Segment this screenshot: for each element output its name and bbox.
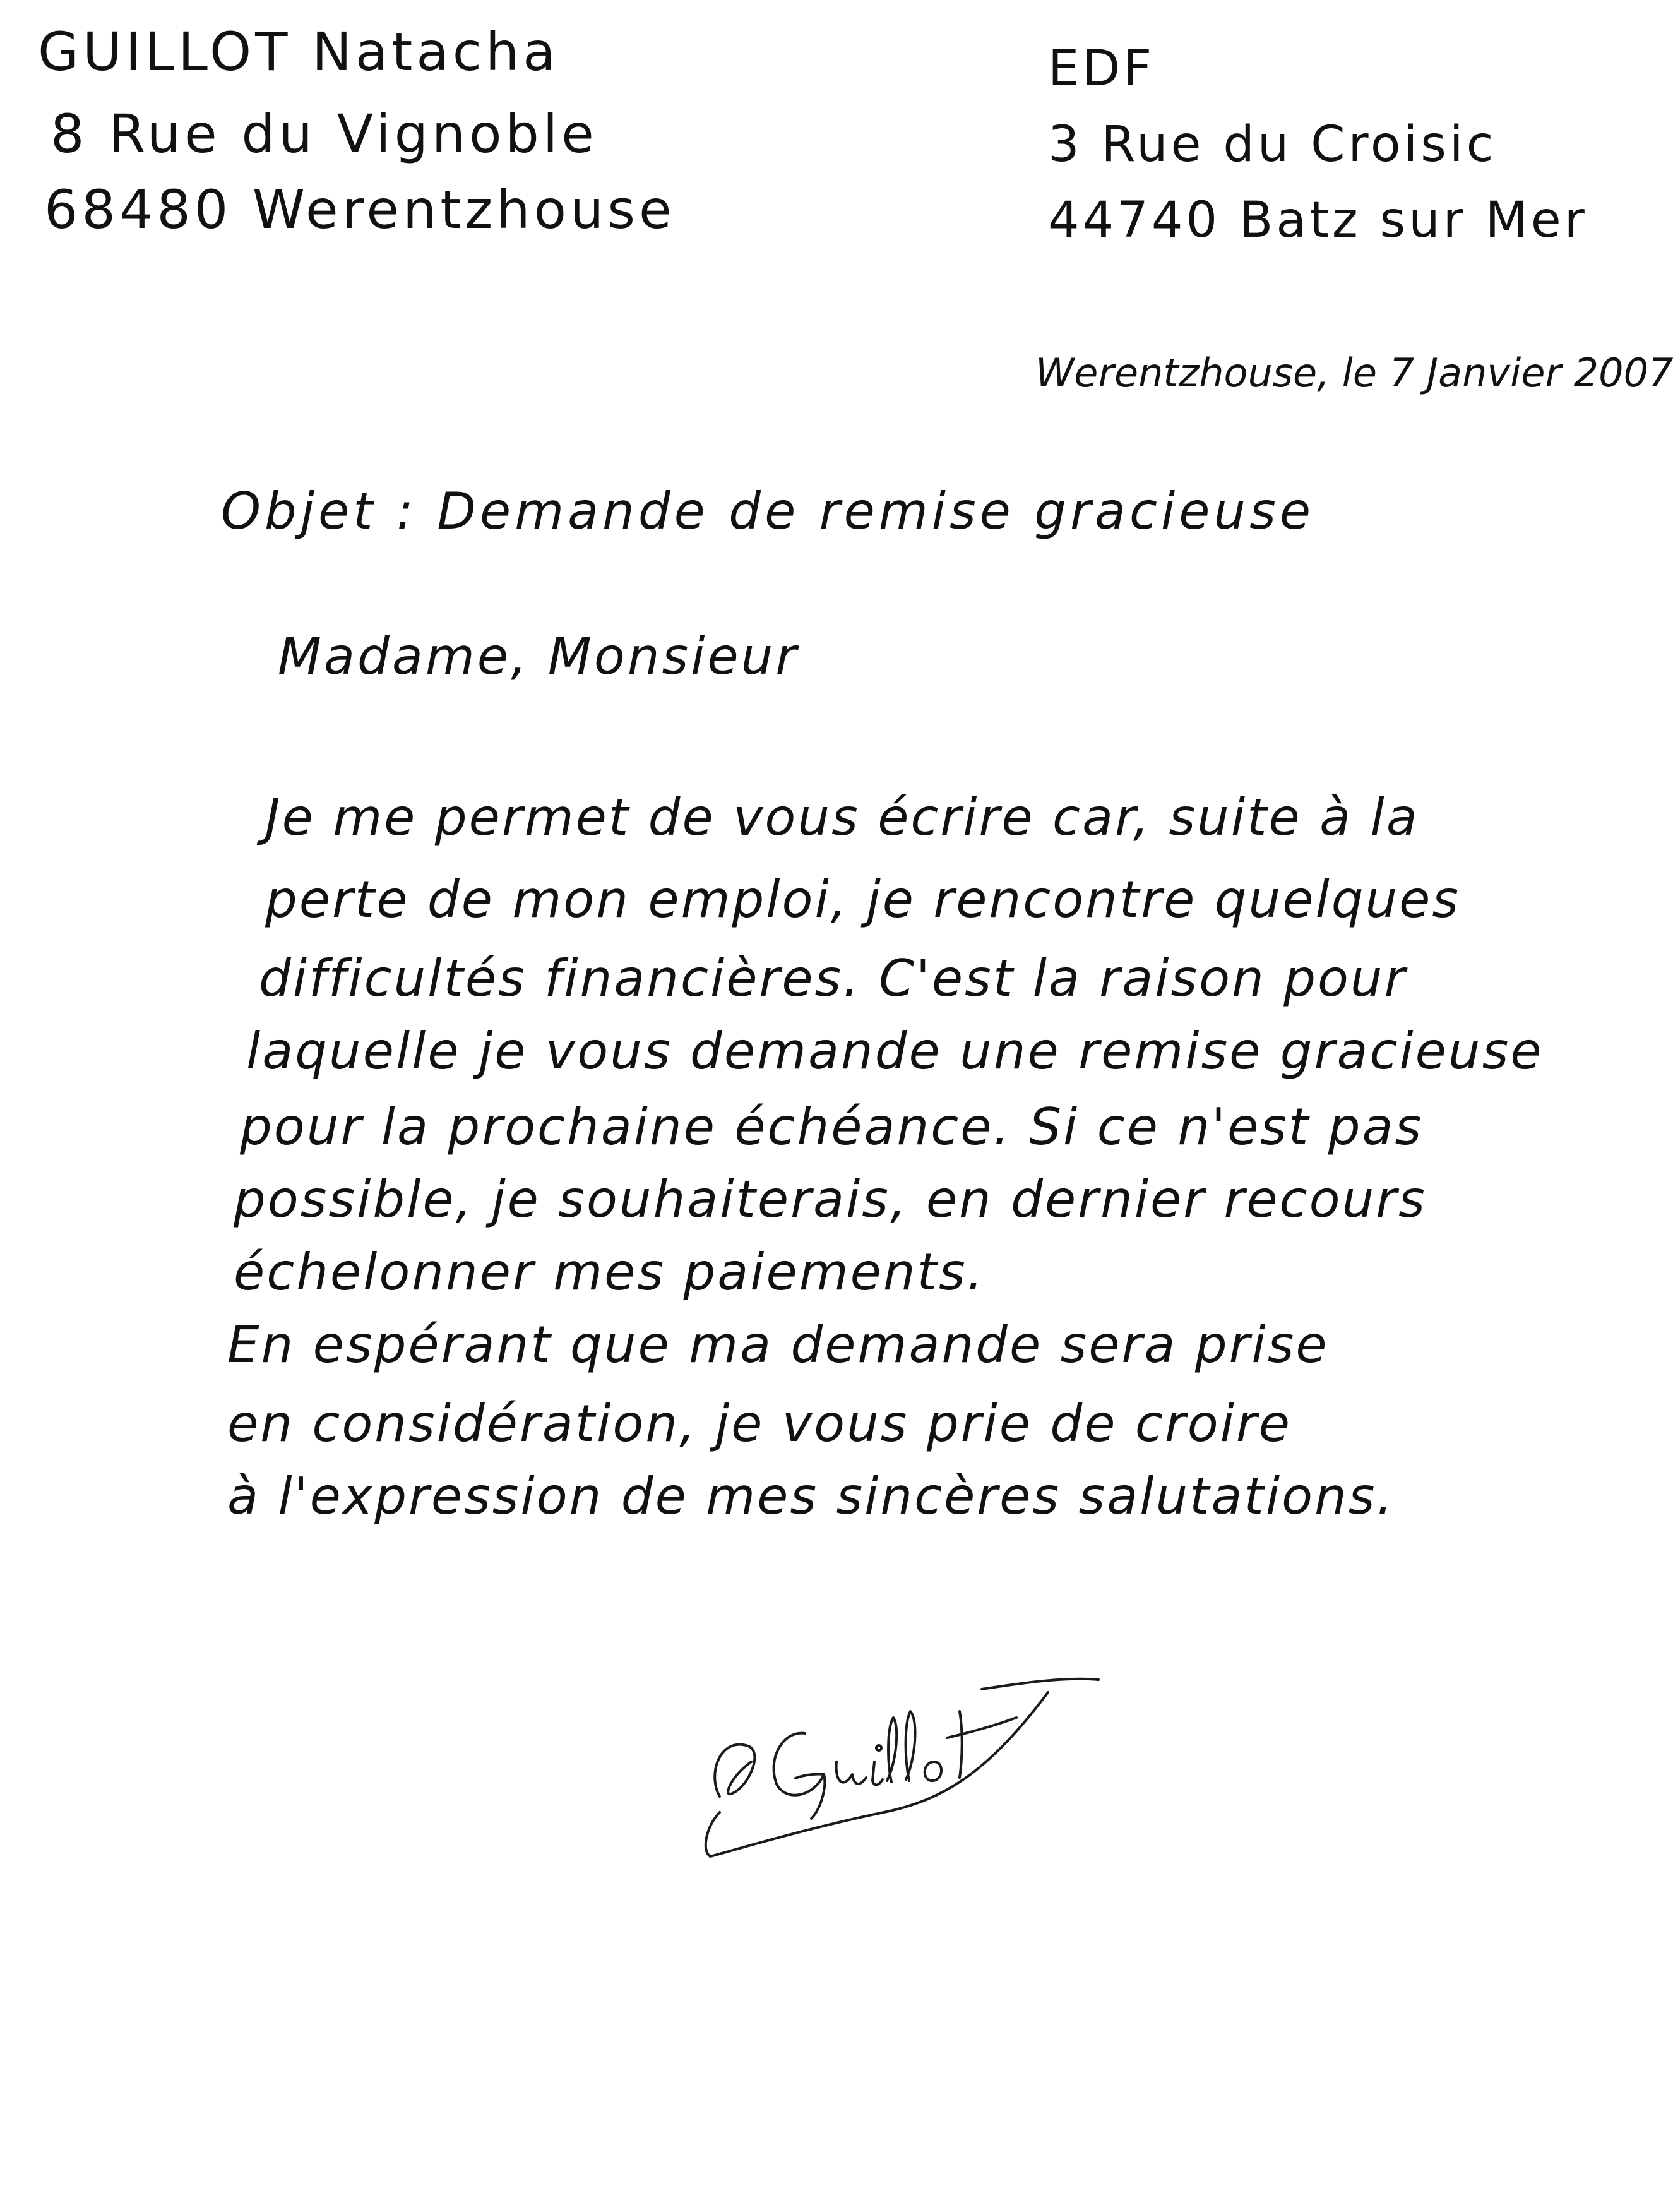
body-line: échelonner mes paiements. <box>234 1243 985 1301</box>
date-line: Werentzhouse, le 7 Janvier 2007 <box>1035 350 1673 396</box>
salutation: Madame, Monsieur <box>278 627 799 686</box>
recipient-street: 3 Rue du Croisic <box>1048 116 1497 173</box>
subject-line: Objet : Demande de remise gracieuse <box>221 482 1315 541</box>
sender-city: 68480 Werentzhouse <box>44 179 676 241</box>
body-line: à l'expression de mes sincères salutations. <box>227 1467 1395 1526</box>
body-line: difficultés financières. C'est la raison pour <box>259 949 1407 1008</box>
sender-name: GUILLOT Natacha <box>38 21 559 83</box>
body-line: possible, je souhaiterais, en dernier recours <box>234 1170 1427 1229</box>
recipient-city: 44740 Batz sur Mer <box>1048 192 1588 249</box>
body-line: pour la prochaine échéance. Si ce n'est pas <box>240 1097 1424 1156</box>
body-line: Je me permet de vous écrire car, suite à la <box>265 788 1419 847</box>
body-line: laquelle je vous demande une remise gracieuse <box>246 1022 1544 1080</box>
body-line: en considération, je vous prie de croire <box>227 1394 1292 1453</box>
body-line: perte de mon emploi, je rencontre quelques <box>265 870 1461 929</box>
sender-street: 8 Rue du Vignoble <box>51 103 598 165</box>
signature <box>694 1667 1111 1882</box>
recipient-name: EDF <box>1048 40 1155 97</box>
body-line: En espérant que ma demande sera prise <box>227 1315 1329 1374</box>
